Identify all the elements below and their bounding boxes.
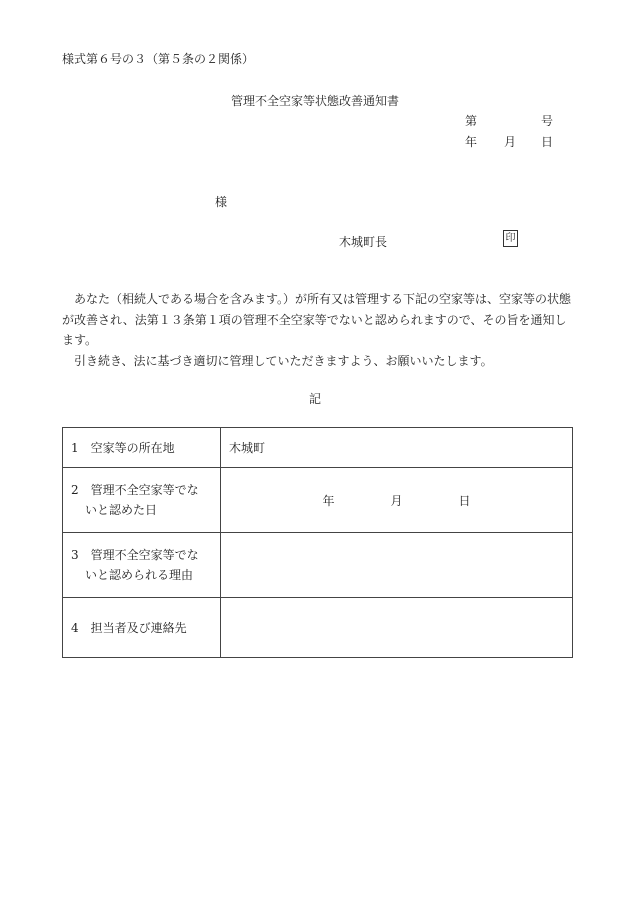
body-paragraph-1 [62,289,578,351]
seal-mark: 印 [503,230,518,247]
row-number: 4 [71,620,79,635]
date-day: 日 [458,493,471,508]
doc-number-gou: 号 [541,114,554,128]
row-number: 3 [71,548,79,562]
table-row [63,598,573,658]
table-row-label [63,533,221,598]
ki-heading: 記 [308,392,321,406]
doc-date-year: 年 [465,135,478,149]
body-paragraph-2 [62,351,578,372]
body-paragraph-1-text: あなた（相続人である場合を含みます。）が所有又は管理する下記の空家等は、空家等の状態が改善され、法第１３条第１項の管理不全空家等でないと認められますので、その旨を通知します。 [62,292,572,347]
row-number: 2 [71,483,79,497]
table-row [63,468,573,533]
doc-number-dai: 第 [465,114,478,128]
issuer-name: 木城町長 [339,235,388,249]
doc-date-month: 月 [504,135,517,149]
table-row-value [221,533,573,598]
table-row [63,428,573,468]
table-row-value: 木城町 [221,428,573,468]
table-row [63,533,573,598]
row-label: 担当者及び連絡先 [90,620,187,635]
row-label: 管理不全空家等でな [90,548,199,562]
row-label-line2: いと認めた日 [85,503,158,517]
table-row-value [221,598,573,658]
table-row-value-date [221,468,573,533]
row-number: 1 [71,440,79,455]
doc-date-day: 日 [541,135,554,149]
table-row-label [63,468,221,533]
body-paragraph-2-text: 引き続き、法に基づき適切に管理していただきますよう、お願いいたします。 [74,353,493,368]
page-title: 管理不全空家等状態改善通知書 [230,94,399,108]
table-row-label [63,598,221,658]
row-label-line2: いと認められる理由 [85,568,194,582]
details-table [62,427,573,658]
form-id: 様式第６号の３（第５条の２関係） [62,52,255,66]
recipient-honorific: 様 [215,195,228,209]
row-label: 管理不全空家等でな [90,483,199,497]
row-label: 空家等の所在地 [90,440,175,455]
table-row-label [63,428,221,468]
body-text [62,289,578,371]
date-year: 年 [322,493,335,508]
date-month: 月 [390,493,403,508]
